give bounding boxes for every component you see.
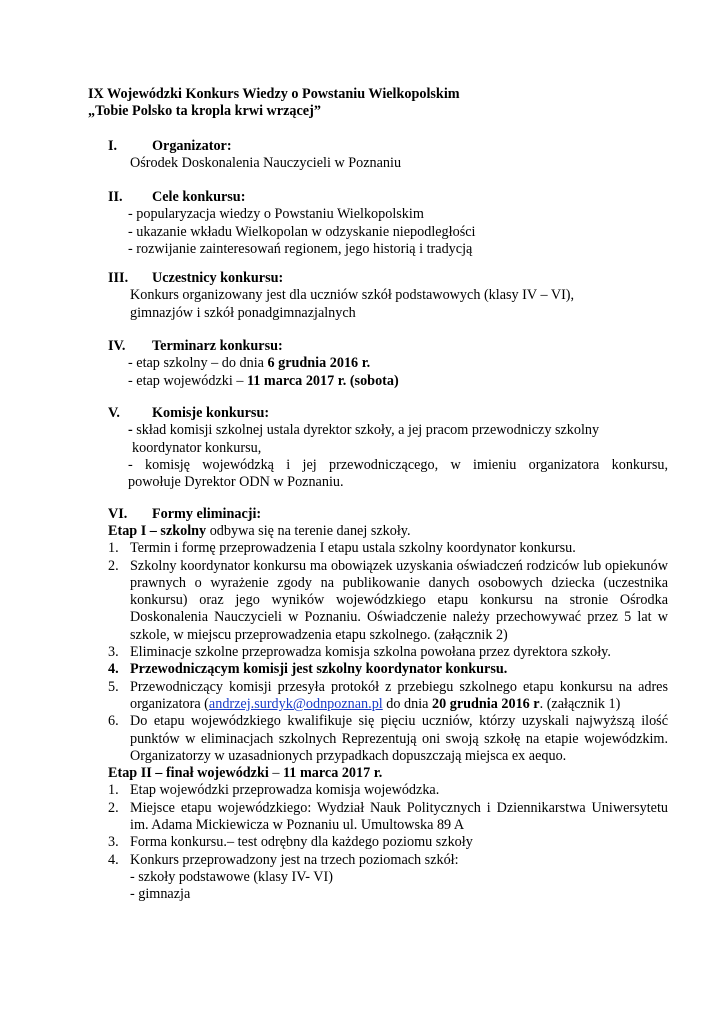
sub-list-item: - gimnazja bbox=[130, 886, 191, 903]
list-item: 3. Eliminacje szkolne przeprowadza komisja szkolna powołana przez dyrektora szkoły. bbox=[108, 644, 611, 661]
section-organizer bbox=[108, 138, 668, 173]
section-line: - ukazanie wkładu Wielkopolan w odzyskanie niepodległości bbox=[128, 223, 476, 240]
schedule-school: - etap szkolny – do dnia 6 grudnia 2016 r. bbox=[128, 355, 371, 372]
committee-line: koordynator konkursu, bbox=[132, 439, 262, 456]
sub-list-item: - szkoły podstawowe (klasy IV- VI) bbox=[130, 868, 333, 885]
document-title bbox=[88, 86, 460, 121]
section-line: - rozwijanie zainteresowań regionem, jego historią i tradycją bbox=[128, 240, 473, 257]
section-number: I. bbox=[108, 138, 118, 154]
list-item: 2. Szkolny koordynator konkursu ma obowiązek uzyskania oświadczeń rodziców lub opiekunów prawnych o wyrażenie zgody na publikowanie danych osobowych dziecka (uczestnika konkursu) oraz jego wyników wojewódzkiego etapu konkursu na stronie Ośrodka Doskonalenia Nauczycieli w Poznaniu. Oświadczenie należy przechowywać przez 5 lat w szkole, w miejscu przeprowadzenia etapu szkolnego. (załącznik 2) bbox=[108, 557, 668, 643]
section-number: II. bbox=[108, 189, 123, 205]
section-line: - popularyzacja wiedzy o Powstaniu Wielkopolskim bbox=[128, 206, 424, 223]
list-item: 2. Miejsce etapu wojewódzkiego: Wydział Nauk Politycznych i Dziennikarstwa Uniwersytetu im. Adama Mickiewicza w Poznaniu ul. Umultowska 89 A bbox=[108, 799, 668, 834]
section-title: Uczestnicy konkursu: bbox=[152, 270, 284, 286]
section-title: Cele konkursu: bbox=[152, 189, 246, 205]
stage-two-heading: Etap II – finał wojewódzki – 11 marca 2017 r. bbox=[108, 765, 383, 782]
section-eliminations bbox=[108, 506, 668, 523]
section-line: Ośrodek Doskonalenia Nauczycieli w Poznaniu bbox=[130, 155, 402, 172]
list-item: 1. Termin i formę przeprowadzenia I etapu ustala szkolny koordynator konkursu. bbox=[108, 540, 576, 557]
section-line: gimnazjów i szkół ponadgimnazjalnych bbox=[130, 304, 356, 321]
committee-line: - skład komisji szkolnej ustala dyrektor szkoły, a jej pracom przewodniczy szkolny bbox=[128, 422, 600, 439]
list-item: 6. Do etapu wojewódzkiego kwalifikuje się pięciu uczniów, którzy uzyskali najwyższą ilość punktów w eliminacjach szkolnych Reprezentują oni swoją szkołę na etapie wojewódzkim. Organizatorzy w uzasadnionych przypadkach dopuszczają miejsca ex aequo. bbox=[108, 713, 668, 764]
section-title: Terminarz konkursu: bbox=[152, 338, 283, 354]
list-item: 4. Przewodniczącym komisji jest szkolny koordynator konkursu. bbox=[108, 661, 508, 678]
stage-one bbox=[108, 523, 668, 904]
committee-line: powołuje Dyrektor ODN w Poznaniu. bbox=[128, 474, 344, 491]
title-line-1: IX Wojewódzki Konkurs Wiedzy o Powstaniu Wielkopolskim bbox=[88, 86, 460, 102]
section-schedule bbox=[108, 338, 668, 390]
committee-line: - komisję wojewódzką i jej przewodniczącego, w imieniu organizatora konkursu, bbox=[128, 456, 668, 473]
section-title: Formy eliminacji: bbox=[152, 506, 262, 522]
email-link[interactable]: andrzej.surdyk@odnpoznan.pl bbox=[208, 695, 383, 712]
section-number: III. bbox=[108, 270, 129, 286]
section-title: Organizator: bbox=[152, 138, 232, 154]
section-title: Komisje konkursu: bbox=[152, 405, 270, 421]
sub-list bbox=[108, 869, 668, 904]
section-committees bbox=[108, 405, 668, 491]
list-item: 5. Przewodniczący komisji przesyła protokół z przebiegu szkolnego etapu konkursu na adres organizatora (andrzej.surdyk@odnpoznan.pl do dnia 20 grudnia 2016 r. (załącznik 1) bbox=[108, 678, 668, 712]
schedule-voivodeship: - etap wojewódzki – 11 marca 2017 r. (sobota) bbox=[128, 372, 399, 389]
section-number: IV. bbox=[108, 338, 126, 354]
list-item: 4. Konkurs przeprowadzony jest na trzech poziomach szkół: bbox=[108, 851, 459, 868]
title-line-2: „Tobie Polsko ta kropla krwi wrzącej” bbox=[88, 103, 321, 120]
section-line: Konkurs organizowany jest dla uczniów szkół podstawowych (klasy IV – VI), bbox=[130, 287, 575, 304]
section-goals bbox=[108, 189, 668, 258]
stage-one-heading: Etap I – szkolny odbywa się na terenie danej szkoły. bbox=[108, 523, 411, 539]
section-participants bbox=[108, 270, 668, 322]
section-number: V. bbox=[108, 405, 120, 421]
section-number: VI. bbox=[108, 506, 128, 522]
list-item: 3. Forma konkursu.– test odrębny dla każdego poziomu szkoły bbox=[108, 834, 473, 851]
list-item: 1. Etap wojewódzki przeprowadza komisja wojewódzka. bbox=[108, 782, 440, 799]
